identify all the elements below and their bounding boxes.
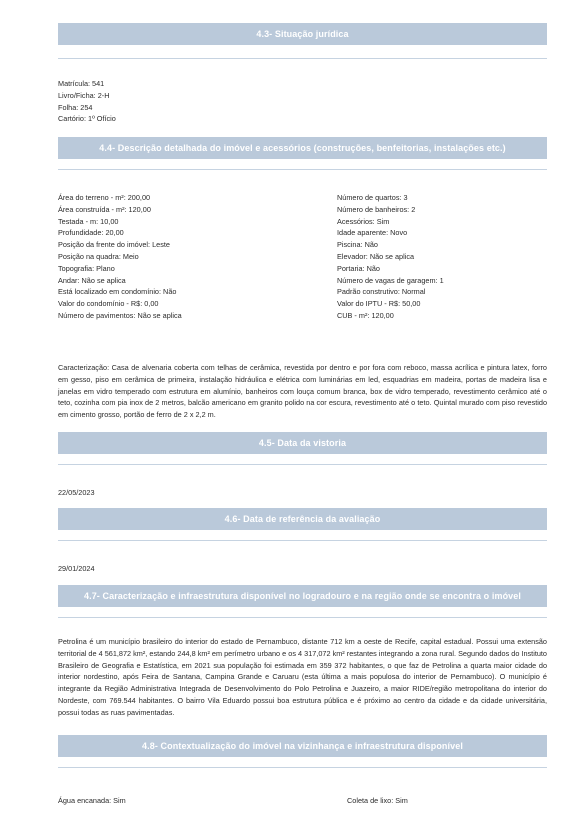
andar: Andar: Não se aplica	[58, 275, 126, 285]
agua-encanada: Água encanada: Sim	[58, 796, 126, 805]
portaria: Portaria: Não	[337, 263, 380, 273]
numero-quartos: Número de quartos: 3	[337, 193, 408, 202]
section-title: 4.7- Caracterização e infraestrutura disponível no logradouro e na região onde se encontra o imóvel	[83, 591, 521, 601]
testada: Testada - m: 10,00	[58, 216, 119, 226]
acessorios: Acessórios: Sim	[337, 216, 390, 226]
section-header-descricao-imovel	[58, 137, 547, 159]
numero-pavimentos: Número de pavimentos: Não se aplica	[58, 310, 182, 320]
valor-condominio: Valor do condomínio - R$: 0,00	[58, 299, 159, 309]
profundidade: Profundidade: 20,00	[58, 228, 124, 238]
section-divider	[58, 464, 547, 465]
padrao-construtivo: Padrão construtivo: Normal	[337, 287, 426, 297]
data-vistoria-value: 22/05/2023	[58, 488, 95, 497]
section-header-infraestrutura-regiao	[58, 585, 547, 607]
valor-iptu: Valor do IPTU - R$: 50,00	[337, 299, 421, 309]
situacao-juridica-list	[58, 78, 116, 125]
section-header-situacao-juridica	[58, 23, 547, 45]
livro-ficha-line: Livro/Ficha: 2-H	[58, 90, 110, 100]
section-header-vizinhanca	[58, 735, 547, 757]
descricao-left-column	[58, 192, 182, 322]
posicao-quadra: Posição na quadra: Meio	[58, 251, 139, 261]
data-referencia-value: 29/01/2024	[58, 564, 95, 573]
vagas-garagem: Número de vagas de garagem: 1	[337, 275, 444, 285]
section-header-data-vistoria	[58, 432, 547, 454]
folha-line: Folha: 254	[58, 102, 93, 112]
area-construida: Área construída - m²: 120,00	[58, 204, 151, 214]
coleta-lixo: Coleta de lixo: Sim	[347, 796, 408, 805]
topografia: Topografia: Plano	[58, 263, 115, 273]
matricula-line: Matrícula: 541	[58, 79, 105, 88]
section-title: 4.3- Situação jurídica	[256, 29, 349, 39]
area-terreno: Área do terreno - m²: 200,00	[58, 193, 151, 202]
cartorio-line: Cartório: 1º Ofício	[58, 114, 116, 124]
descricao-right-column	[337, 192, 444, 322]
section-title: 4.8- Contextualização do imóvel na vizinhança e infraestrutura disponível	[142, 741, 463, 751]
section-divider	[58, 169, 547, 170]
infraestrutura-regiao-paragraph: Petrolina é um município brasileiro do interior do estado de Pernambuco, distante 712 km a oeste de Recife, capital estadual. Possui uma extensão territorial de 4 561,872 km², estando 244,8 km² em perímetro urbano e os 4 317,072 km² restantes integrando a zona rural. Segundo dados do Instituto Brasileiro de Geografia e Estatística, em 2021 sua população foi estimada em 359 372 habitantes, o que faz de Petrolina a quarta maior cidade do interior nordestino, após Feira de Santana, Campina Grande e Caruaru (esta última a mais populosa do interior de Pernambuco). O município é integrante da Região Administrativa Integrada de Desenvolvimento do Polo Petrolina e Juazeiro, a maior RIDE/região metropolitana do interior do Nordeste, com 769.544 habitantes. O bairro Vila Eduardo possui boa estrutura pública e é próximo ao centro da cidade e da cidade universitária, possui todas as ruas pavimentadas.	[58, 637, 547, 717]
posicao-frente: Posição da frente do imóvel: Leste	[58, 240, 170, 250]
section-divider	[58, 58, 547, 59]
elevador: Elevador: Não se aplica	[337, 251, 415, 261]
section-divider	[58, 767, 547, 768]
section-title: 4.5- Data da vistoria	[258, 438, 347, 448]
cub: CUB - m²: 120,00	[337, 310, 394, 320]
section-divider	[58, 617, 547, 618]
condominio: Está localizado em condomínio: Não	[58, 287, 177, 297]
section-title: 4.6- Data de referência da avaliação	[224, 514, 381, 524]
section-header-data-referencia	[58, 508, 547, 530]
idade-aparente: Idade aparente: Novo	[337, 228, 408, 238]
numero-banheiros: Número de banheiros: 2	[337, 204, 416, 214]
caracterizacao-paragraph: Caracterização: Casa de alvenaria coberta com telhas de cerâmica, revestida por dentro e por fora com reboco, massa acrílica e pintura latex, forro em gesso, piso em cerâmica de primeira, instalação hidráulica e elétrica com luminárias em led, esquadrias em madeira, portas de madeira lisa e janelas em vidro temperado com estrutura em alumínio, banheiros com louça comum branca, box de vidro temperado, revestimento cerâmico até o teto, cozinha com pia inox de 2 metros, balcão americano em granito polido na cor escura, revestimento até o teto. Quintal murado com piso revestido em cimento grosso, portão de ferro de 2 x 2,2 m.	[58, 363, 547, 420]
section-title: 4.4- Descrição detalhada do imóvel e acessórios (construções, benfeitorias, instalações etc.)	[99, 143, 506, 153]
section-divider	[58, 540, 547, 541]
piscina: Piscina: Não	[337, 240, 378, 250]
